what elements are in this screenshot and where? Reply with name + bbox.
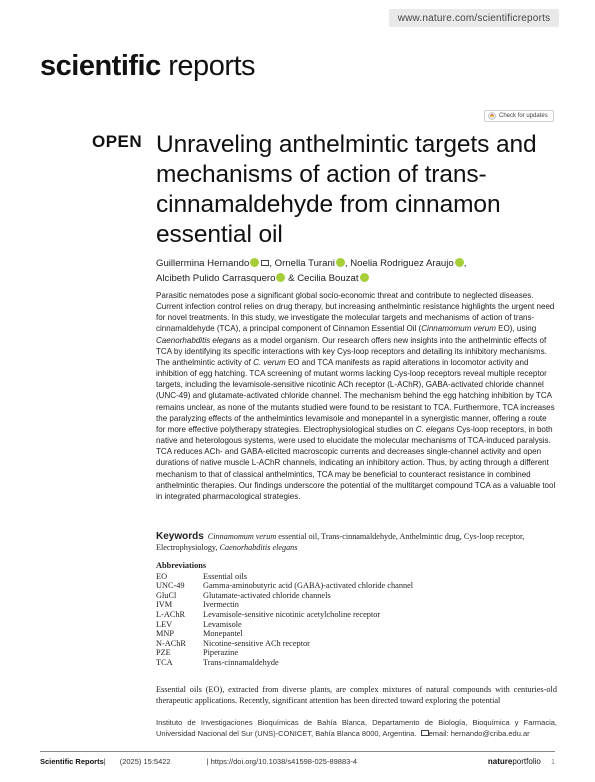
abbreviation-definition: Nicotine-sensitive ACh receptor	[203, 638, 310, 648]
species-name: C. verum	[253, 357, 286, 367]
abbreviation-row	[156, 639, 557, 649]
footer-citation: (2025) 15:5422	[119, 757, 171, 766]
abbreviation-row	[156, 581, 557, 591]
abbreviation-term: GluCl	[156, 590, 177, 600]
keyword: Cinnamomum verum	[207, 532, 277, 541]
journal-name-light: reports	[160, 50, 256, 82]
abbreviation-term: LEV	[156, 619, 173, 629]
footer-separator: |	[103, 757, 106, 766]
keywords	[156, 531, 557, 553]
abbreviations-section	[156, 561, 557, 668]
author-name[interactable]: & Cecilia Bouzat	[285, 273, 359, 284]
species-name: C. elegans	[415, 424, 455, 434]
check-for-updates-button[interactable]	[484, 110, 554, 122]
orcid-icon[interactable]	[455, 258, 464, 267]
abbreviation-definition: Levamisole-sensitive nicotinic acetylcholine receptor	[203, 609, 381, 619]
brand-bold: nature	[487, 757, 513, 766]
author-name[interactable]: Alcibeth Pulido Carrasquero	[156, 273, 276, 284]
abbreviation-row	[156, 629, 557, 639]
abbreviation-definition: Levamisole	[203, 619, 242, 629]
abbreviation-row	[156, 591, 557, 601]
orcid-icon[interactable]	[250, 258, 259, 267]
abbreviation-definition: Monepantel	[203, 629, 243, 639]
abbreviation-definition: Essential oils	[203, 571, 248, 581]
keyword: essential oil, Trans-cinnamaldehyde, Anthelmintic drug, Cys-loop receptor, Electrophysiology,	[156, 532, 525, 552]
page-number: 1	[550, 757, 555, 766]
email-icon	[421, 730, 429, 736]
page-footer	[40, 757, 555, 766]
email-icon[interactable]	[261, 260, 269, 266]
abbreviation-row	[156, 620, 557, 630]
abbreviations-list	[156, 572, 557, 668]
abbreviation-row	[156, 658, 557, 668]
abbreviation-row	[156, 610, 557, 620]
author-name[interactable]: , Noelia Rodriguez Araujo	[344, 258, 454, 269]
abbreviation-term: UNC-49	[156, 581, 185, 591]
abbreviation-term: IVM	[156, 600, 173, 610]
journal-name-bold: scientific	[40, 50, 161, 82]
check-updates-icon	[488, 112, 496, 120]
abbreviation-row	[156, 600, 557, 610]
abbreviation-definition: Glutamate-activated chloride channels	[203, 590, 331, 600]
abstract-text: as a model organism. Our research offers new insights into the anthelmintic effects of TCA by identifying its specific interactions with key Cys-loop receptors and detailing its inhibitory mechanisms. The anthelmintic activity of	[156, 335, 547, 367]
affiliation-text: Instituto de Investigaciones Bioquímicas de Bahía Blanca, Departamento de Biología, Bioquímica y Farmacia, Universidad Nacional del Sur (UNS)-CONICET, Bahía Blanca 8000, Argentina.	[156, 718, 557, 738]
abbreviation-term: MNP	[156, 629, 174, 639]
abbreviation-definition: Ivermectin	[203, 600, 239, 610]
footer-divider	[40, 751, 555, 752]
abstract-text: Parasitic nematodes pose a significant global socio-economic threat and contribute to neglected diseases. Current infection control relies on drug therapy, but increasing anthelmintic resistance highlights the urgent need for novel treatments. In this study, we investigate the molecular targets and mechanisms of action of trans-cinnamaldehyde (TCA), a principal component of Cinnamon Essential Oil (	[156, 291, 555, 334]
abstract	[156, 290, 557, 502]
species-name: Cinnamomum verum	[421, 324, 496, 334]
journal-url[interactable]: www.nature.com/scientificreports	[389, 9, 559, 27]
abbreviation-row	[156, 572, 557, 582]
keyword: Caenorhabditis elegans	[219, 543, 298, 552]
abbreviation-term: TCA	[156, 657, 173, 667]
corresponding-email[interactable]: email: hernando@criba.edu.ar	[428, 729, 530, 738]
introduction-text: Essential oils (EO), extracted from diverse plants, are complex mixtures of natural compounds with centuries-old therapeutic applications. Recently, significant attention has been directed toward exploring the potential	[156, 685, 557, 705]
open-access-label: OPEN	[92, 132, 143, 151]
abbreviation-definition: Trans-cinnamaldehyde	[203, 657, 279, 667]
abbreviation-row	[156, 648, 557, 658]
abbreviation-term: EO	[156, 571, 168, 581]
keywords-label: Keywords	[156, 531, 204, 542]
footer-doi[interactable]: | https://doi.org/10.1038/s41598-025-89883-4	[206, 757, 357, 766]
abbreviation-definition: Gamma-aminobutyric acid (GABA)-activated chloride channel	[203, 581, 414, 591]
abbreviations-heading: Abbreviations	[156, 561, 207, 570]
nature-portfolio-logo	[488, 757, 541, 766]
abbreviation-term: L-AChR	[156, 609, 186, 619]
abstract-text: Cys-loop receptors, in both native and heterologous systems, were used to elucidate the molecular mechanisms of TCA-induced paralysis. TCA reduces ACh- and GABA-elicited macroscopic currents and decreases single-channel activity and open durations of native muscle L-AChR channels, indicating an inhibitory action. Thus, by acting through a different mechanism to that of classical anthelmintics, TCA may be beneficial to counteract resistance in combined anthelmintic therapies. Our findings underscore the potential of the multitarget compound TCA as a valuable tool in integrated pharmacological strategies.	[156, 424, 556, 501]
footer-journal: Scientific Reports	[40, 757, 104, 766]
abbreviation-definition: Piperazine	[203, 648, 239, 658]
orcid-icon[interactable]	[360, 273, 369, 282]
author-separator: ,	[463, 258, 467, 269]
article-title: Unraveling anthelmintic targets and mechanisms of action of trans-cinnamaldehyde from cinnamon essential oil	[156, 131, 537, 248]
abstract-text: EO), using	[495, 324, 537, 334]
author-list	[156, 256, 556, 286]
affiliation	[156, 717, 557, 739]
journal-logo	[40, 50, 255, 83]
species-name: Caenorhabditis elegans	[156, 335, 241, 345]
author-name[interactable]: , Ornella Turani	[269, 258, 335, 269]
check-updates-label: Check for updates	[499, 113, 548, 119]
abbreviation-term: PZE	[156, 648, 171, 658]
abstract-text: EO and TCA manifests as rapid alterations in locomotor activity and inhibition of egg hatching. TCA screening of mutant worms lacking Cys-loop receptors reveal multiple receptor targets, including the levamisole-sensitive nicotinic ACh receptor (L-AChR), GABA-activated chloride channel (UNC-49) and glutamate-activated chloride channel. The mechanism behind the egg hatching inhibition by TCA remains unclear, as none of the mutants studied were found to be resistant to TCA. Furthermore, TCA increases the paralyzing effects of the anthelmintics levamisole and monepantel in a synergistic manner, offering a route for more effective polytherapy strategies. Electrophysiological studies on	[156, 357, 555, 434]
brand-light: portfolio	[512, 757, 541, 766]
abbreviation-term: N-AChR	[156, 638, 186, 648]
orcid-icon[interactable]	[336, 258, 345, 267]
author-name[interactable]: Guillermina Hernando	[156, 258, 250, 269]
